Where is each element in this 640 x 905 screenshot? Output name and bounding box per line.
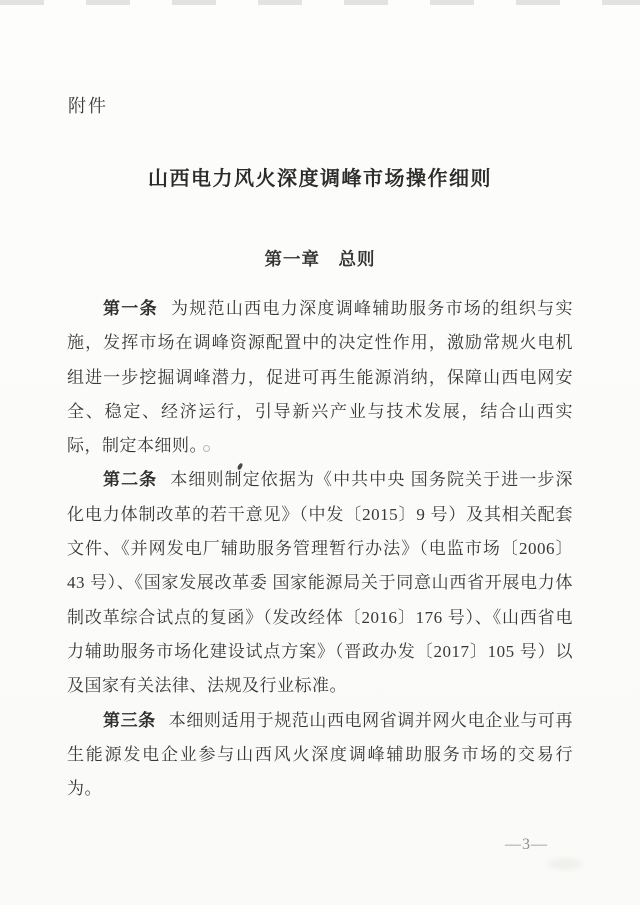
chapter-heading: 第一章 总则 bbox=[264, 249, 376, 269]
article-3 bbox=[67, 704, 573, 807]
article-3-text: 本细则适用于规范山西电网省调并网火电企业与可再生能源发电企业参与山西风火深度调峰辅助服务市场的交易行为。 bbox=[67, 710, 574, 799]
attachment-label: 附件 bbox=[68, 96, 108, 116]
page-number: —3— bbox=[505, 836, 548, 853]
article-1-text: 为规范山西电力深度调峰辅助服务市场的组织与实施，发挥市场在调峰资源配置中的决定性作用，激励常规火电机组进一步挖掘调峰潜力，促进可再生能源消纳，保障山西电网安全、稳定、经济运行，引导新兴产业与技术发展，结合山西实际，制定本细则。 bbox=[67, 299, 573, 456]
article-2-label: 第二条 bbox=[103, 470, 158, 490]
document-body bbox=[67, 292, 573, 806]
article-1-label: 第一条 bbox=[103, 299, 158, 318]
scan-edge-artifact bbox=[0, 0, 640, 5]
article-2 bbox=[67, 463, 573, 703]
document-title: 山西电力风火深度调峰市场操作细则 bbox=[148, 168, 492, 190]
article-3-label: 第三条 bbox=[103, 710, 156, 730]
article-1 bbox=[67, 292, 573, 463]
article-2-text: 本细则制定依据为《中共中央 国务院关于进一步深化电力体制改革的若干意见》（中发〔2015〕9 号）及其相关配套文件、《并网发电厂辅助服务管理暂行办法》（电监市场〔2006〕43 号）、《国家发展改革委 国家能源局关于同意山西省开展电力体制改革综合试点的复函》（发改经体〔2016〕176 号）、《山西省电力辅助服务市场化建设试点方案》（晋政办发〔2017〕105 号）以及国家有关法律、法规及行业标准。 bbox=[67, 470, 574, 696]
scan-smudge bbox=[548, 858, 582, 870]
scan-speck-ring bbox=[203, 445, 210, 452]
